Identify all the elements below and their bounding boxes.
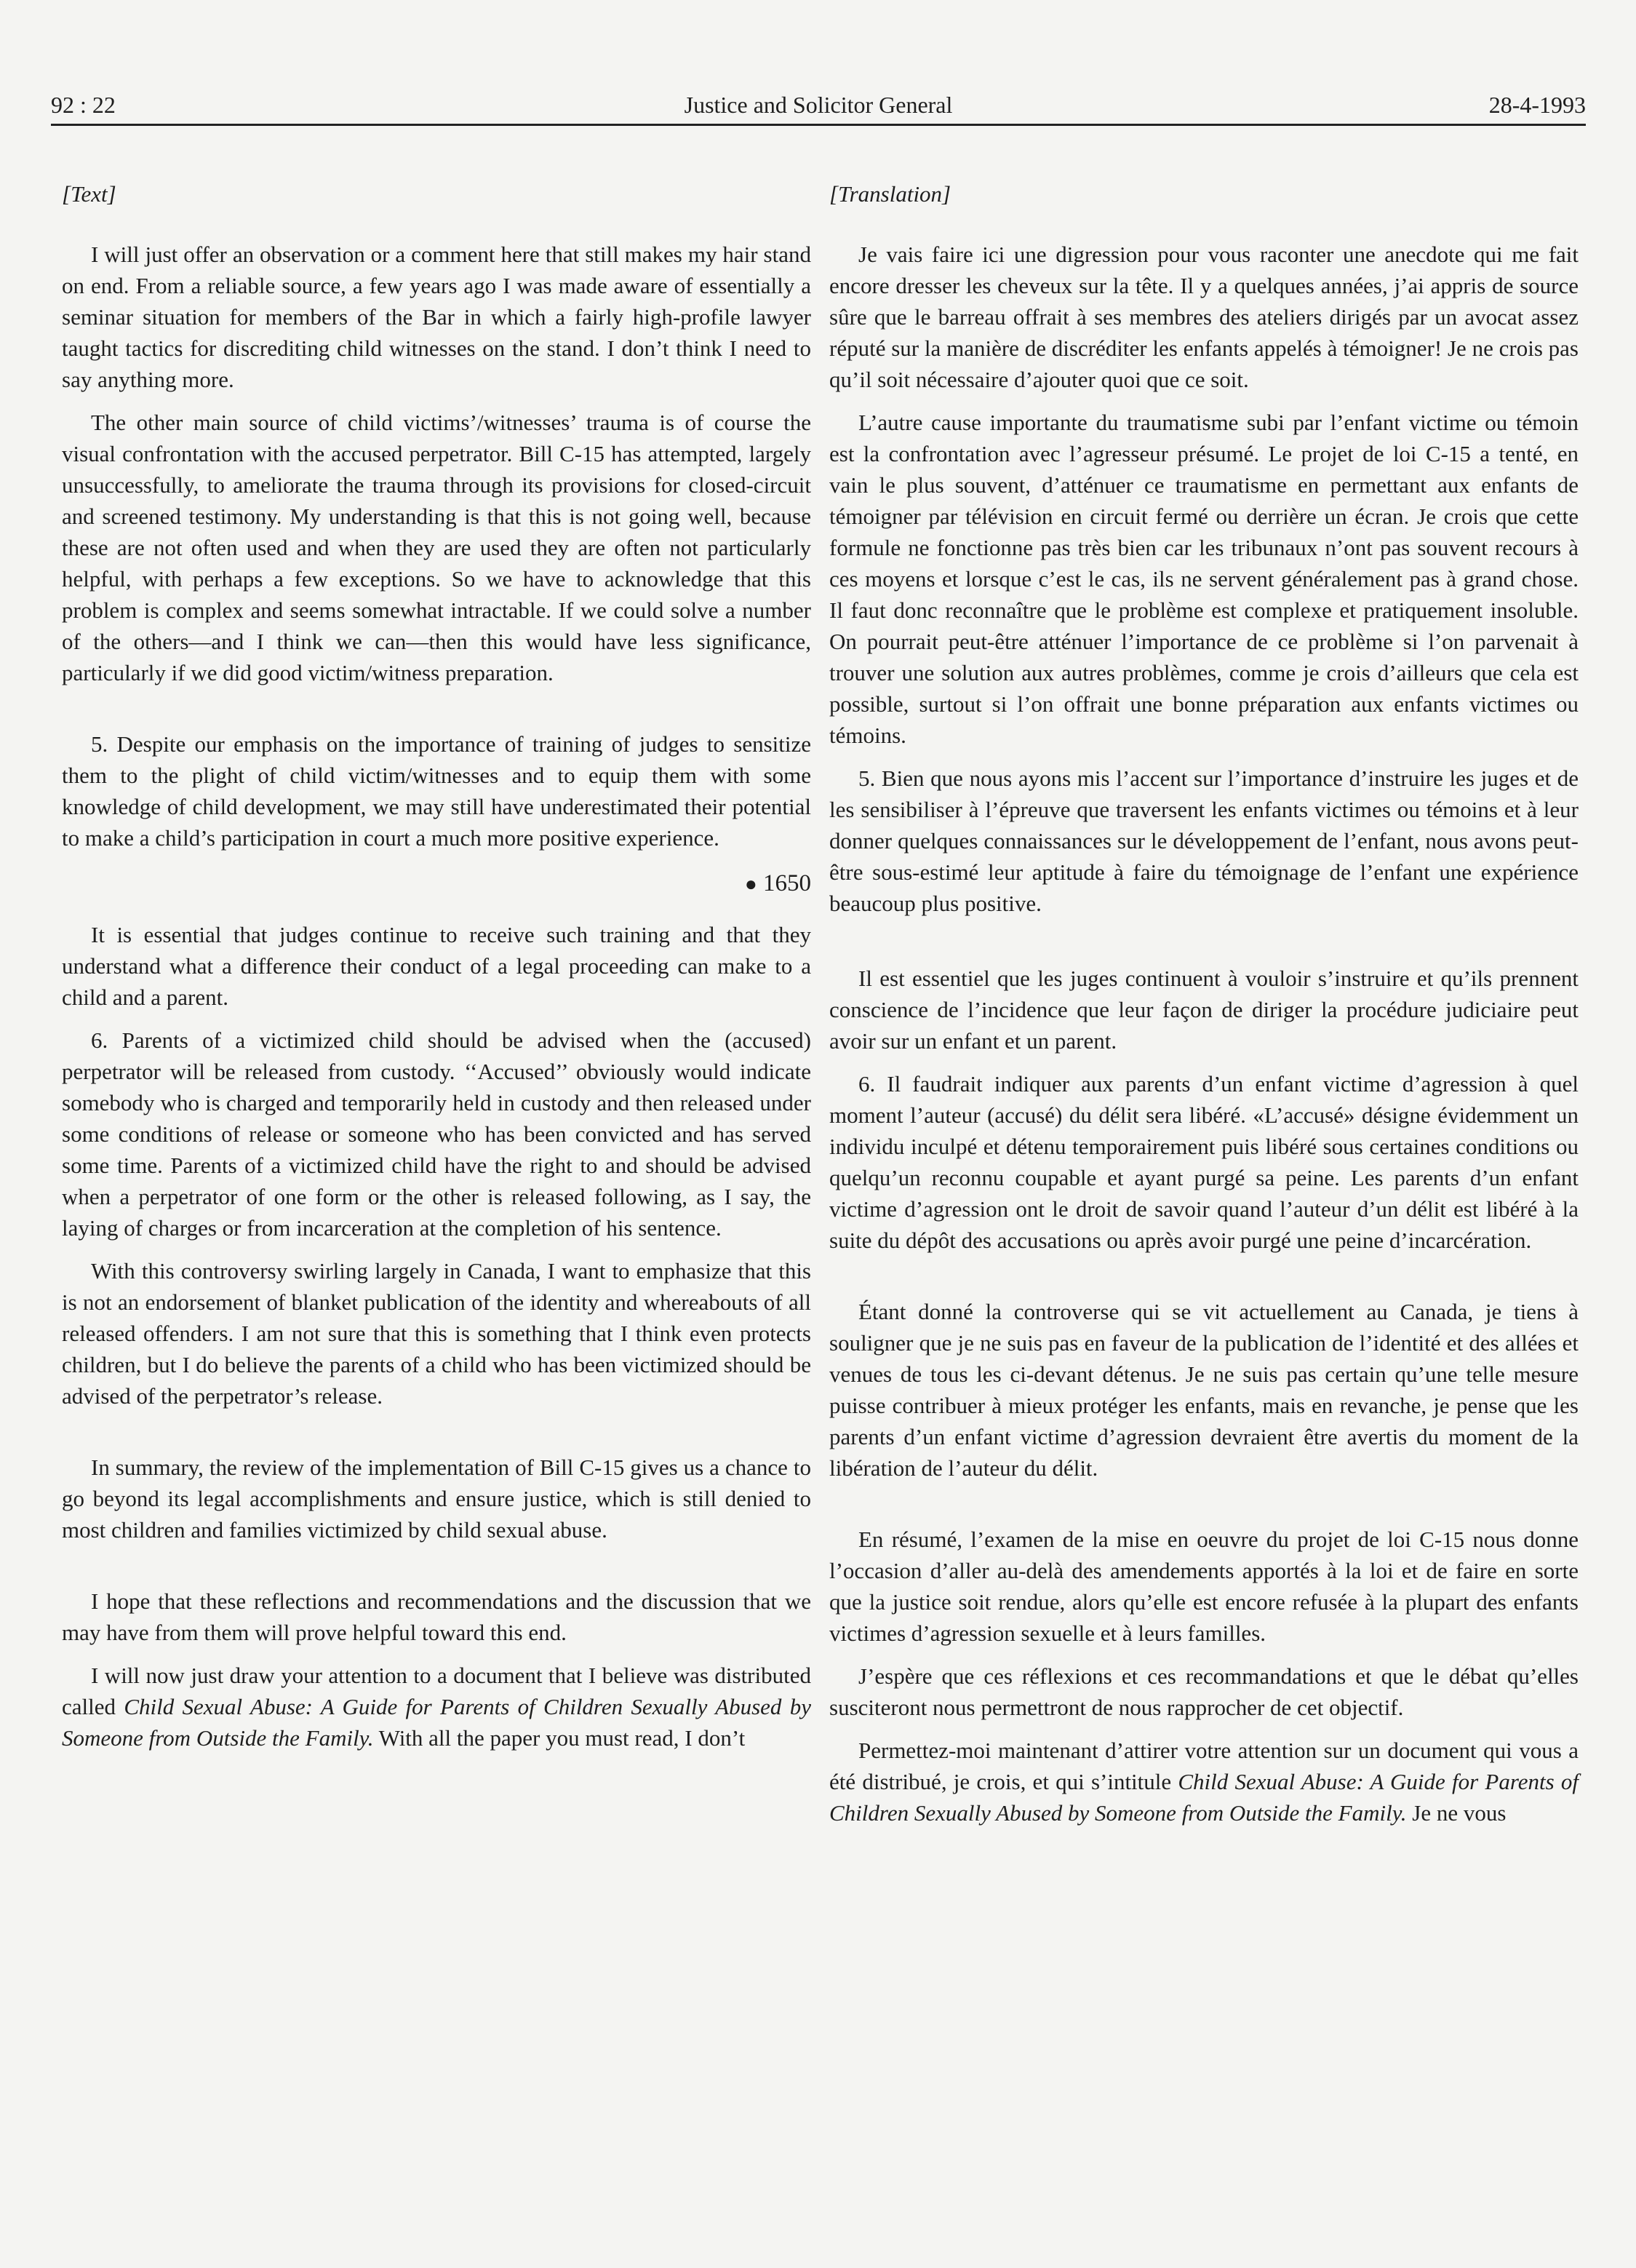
french-column: [829, 178, 1579, 1840]
paragraph: It is essential that judges continue to receive such training and that they understand what a difference their conduct of a legal proceeding can make to a child and a parent.: [62, 922, 811, 1010]
paragraph: I hope that these reflections and recommendations and the discussion that we may have from them will prove helpful toward this end.: [62, 1588, 811, 1645]
paragraph: L’autre cause importante du traumatisme subi par l’enfant victime ou témoin est la confrontation avec l’agresseur présumé. Le projet de loi C-15 a tenté, en vain le plus souvent, d’atténuer ce traumatisme en permettant aux enfants de témoigner par télévision en circuit fermé ou derrière un écran. Je crois que cette formule ne fonctionne pas très bien car les tribunaux n’ont pas souvent recours à ces moyens et lorsque c’est le cas, ils ne servent généralement pas à grand chose. Il faut donc reconnaître que le problème est complexe et pratiquement insoluble. On pourrait peut-être atténuer l’importance de ce problème si l’on parvenait à trouver une solution aux autres problèmes, comme je crois d’ailleurs que cela est possible, surtout si l’on offrait une bonne préparation aux enfants victimes ou témoins.: [829, 410, 1579, 748]
paragraph: Étant donné la controverse qui se vit actuellement au Canada, je tiens à souligner que je ne suis pas en faveur de la publication de l’identité et des allées et venues de tous les ci-devant détenus. Je ne suis pas certain qu’une telle mesure puisse contribuer à mieux protéger les enfants, mais en revanche, je pense que les parents d’un enfant victime d’agression devraient être avertis du moment de la libération de l’auteur du délit.: [829, 1299, 1579, 1481]
paragraph: 6. Parents of a victimized child should be advised when the (accused) perpetrator will be released from custody. ‘‘Accused’’ obviously would indicate somebody who is charged and temporarily held in custody and then released under some conditions of release or someone who has been convicted and has served some time. Parents of a victimized child have the right to and should be advised when a perpetrator of one form or the other is released following, as I say, the laying of charges or from incarceration at the completion of his sentence.: [62, 1027, 811, 1241]
paragraph: En résumé, l’examen de la mise en oeuvre du projet de loi C-15 nous donne l’occasion d’aller au-delà des amendements apportés à la loi et de faire en sorte que la justice soit rendue, alors qu’elle est encore refusée à la plupart des enfants victimes d’agression sexuelle et à leurs familles.: [829, 1527, 1579, 1646]
document-title: Child Sexual Abuse: A Guide for Parents of Children Sexually Abused by Someone from Outside the Family.: [829, 1769, 1579, 1826]
text-run: Permettez-moi maintenant d’attirer votre attention sur un document qui vous a été distribué, je crois, et qui s’intitule: [829, 1738, 1579, 1794]
text-run: Je ne vous: [1406, 1800, 1507, 1826]
english-column: [62, 178, 811, 1765]
paragraph: The other main source of child victims’/witnesses’ trauma is of course the visual confrontation with the accused perpetrator. Bill C-15 has attempted, largely unsuccessfully, to ameliorate the trauma through its provisions for closed-circuit and screened testimony. My understanding is that this is not going well, because these are not often used and when they are used they are often not particularly helpful, with perhaps a few exceptions. So we have to acknowledge that this problem is complex and seems somewhat intractable. If we could solve a number of the others—and I think we can—then this would have less significance, particularly if we did good victim/witness preparation.: [62, 410, 811, 685]
paragraph: 5. Despite our emphasis on the importance of training of judges to sensitize them to the plight of child victim/witnesses and to equip them with some knowledge of child development, we may still have underestimated their potential to make a child’s participation in court a much more positive experience.: [62, 731, 811, 851]
paragraph: Je vais faire ici une digression pour vous raconter une anecdote qui me fait encore dresser les cheveux sur la tête. Il y a quelques années, j’ai appris de source sûre que le barreau offrait à ses membres des ateliers dirigés par un avocat assez réputé sur la manière de discréditer les enfants appelés à témoigner! Je ne crois pas qu’il soit nécessaire d’ajouter quoi que ce soit.: [829, 242, 1579, 392]
translation-label: [Translation]: [829, 181, 951, 207]
page-number: 92 : 22: [51, 92, 116, 118]
time-marker: [62, 868, 811, 900]
paragraph: In summary, the review of the implementation of Bill C-15 gives us a chance to go beyond its legal accomplishments and ensure justice, which is still denied to most children and families victimized by child sexual abuse.: [62, 1455, 811, 1543]
paragraph: [62, 1660, 811, 1754]
page-header: [51, 86, 1586, 126]
paragraph: I will just offer an observation or a comment here that still makes my hair stand on end. From a reliable source, a few years ago I was made aware of essentially a seminar situation for members of the Bar in which a fairly high-profile lawyer taught tactics for discrediting child witnesses on the stand. I don’t think I need to say anything more.: [62, 242, 811, 392]
bullet-icon: ●: [744, 873, 757, 896]
time-marker-value: 1650: [763, 870, 811, 896]
paragraph: Il est essentiel que les juges continuent à vouloir s’instruire et qu’ils prennent conscience de l’incidence que leur façon de diriger la procédure judiciaire peut avoir sur un enfant et un parent.: [829, 966, 1579, 1054]
paragraph: J’espère que ces réflexions et ces recommandations et que le débat qu’elles susciteront nous permettront de nous rapprocher de cet objectif.: [829, 1663, 1579, 1720]
paragraph: With this controversy swirling largely in Canada, I want to emphasize that this is not an endorsement of blanket publication of the identity and whereabouts of all released offenders. I am not sure that this is something that I think even protects children, but I do believe the parents of a child who has been victimized should be advised of the perpetrator’s release.: [62, 1258, 811, 1409]
committee-name: Justice and Solicitor General: [684, 92, 953, 118]
sitting-date: 28-4-1993: [1488, 92, 1586, 118]
text-run: I will now just draw your attention to a document that I believe was distributed called: [62, 1663, 811, 1719]
paragraph: 5. Bien que nous ayons mis l’accent sur l’importance d’instruire les juges et de les sensibiliser à l’épreuve que traversent les enfants victimes ou témoins et à leur donner quelques connaissances sur le développement de l’enfant, nous avons peut-être sous-estimé leur aptitude à faire du témoignage de l’enfant une expérience beaucoup plus positive.: [829, 765, 1579, 916]
document-title: Child Sexual Abuse: A Guide for Parents of Children Sexually Abused by Someone from Outside the Family.: [62, 1694, 811, 1751]
paragraph: [829, 1735, 1579, 1829]
text-label: [Text]: [62, 181, 116, 207]
text-run: With all the paper you must read, I don’t: [373, 1725, 746, 1751]
paragraph: 6. Il faudrait indiquer aux parents d’un enfant victime d’agression à quel moment l’auteur (accusé) du délit sera libéré. «L’accusé» désigne évidemment un individu inculpé et détenu temporairement puis libéré sous certaines conditions ou quelqu’un reconnu coupable et ayant purgé sa peine. Les parents d’un enfant victime d’agression ont le droit de savoir quand l’auteur d’un délit est libéré à la suite du dépôt des accusations ou après avoir purgé une peine d’incarcération.: [829, 1071, 1579, 1253]
